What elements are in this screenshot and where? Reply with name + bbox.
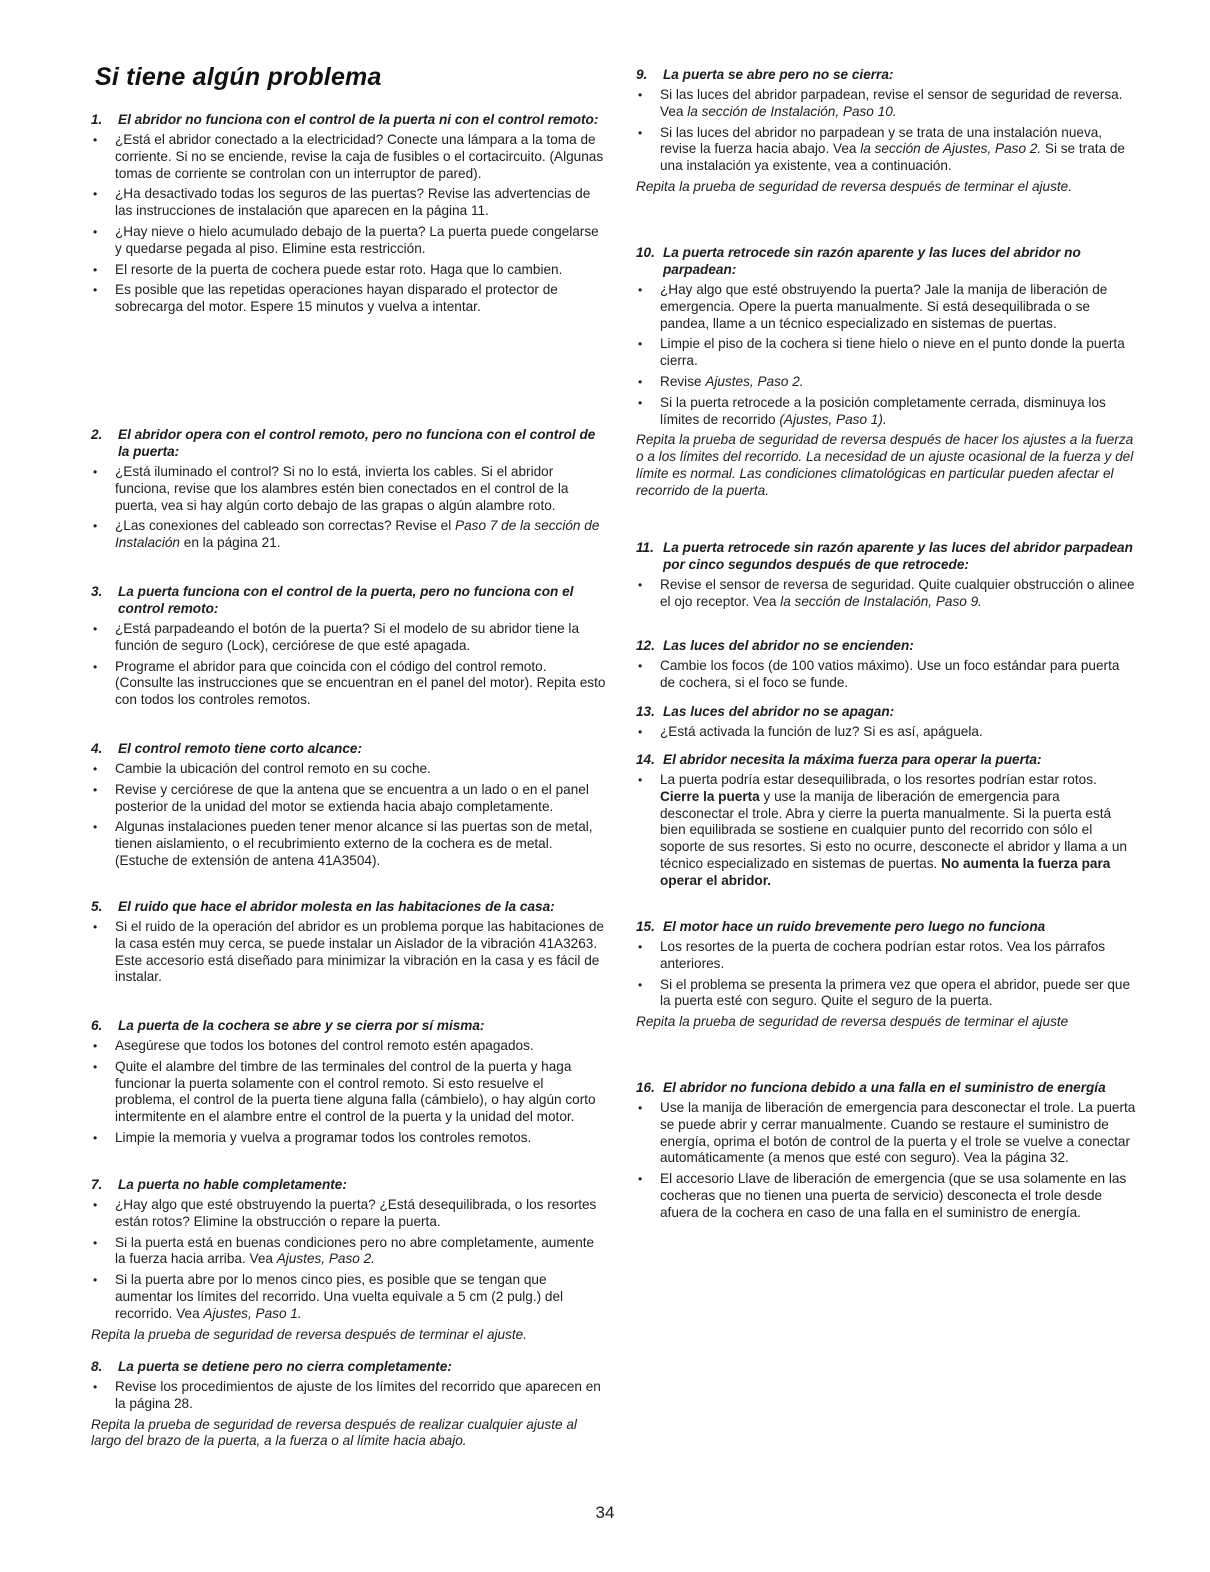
section-heading: 7. La puerta no hable completamente: [91,1177,347,1192]
list-item: • ¿Está iluminado el control? Si no lo está, invierta los cables. Si el abridor funciona, revise que los alambres estén bien conectados en el control de la puerta, vea si hay algún corto debajo de las grapas o algún alambre roto. [91,464,606,514]
section-14 [636,751,1136,894]
section-heading: 5. El ruido que hace el abridor molesta en las habitaciones de la casa: [91,899,555,914]
section-heading: 12. Las luces del abridor no se encienden: [636,638,914,653]
list-item: • ¿Hay algo que esté obstruyendo la puerta? Jale la manija de liberación de emergencia. Opere la puerta manualmente. Si está desequilibrada o se pandea, llame a un técnico especializado en sistemas de puertas. [636,282,1136,332]
note: Repita la prueba de seguridad de reversa después de hacer los ajustes a la fuerza o a los límites del recorrido. La necesidad de un ajuste ocasional de la fuerza y del límite es normal. Las condiciones climatológicas en particular pueden afectar el recorrido de la puerta. [636,432,1134,498]
list-item: • El resorte de la puerta de cochera puede estar roto. Haga que lo cambien. [91,262,606,279]
list-item: • Limpie el piso de la cochera si tiene hielo o nieve en el punto donde la puerta cierra. [636,336,1136,370]
list-item: • Es posible que las repetidas operaciones hayan disparado el protector de sobrecarga del motor. Espere 15 minutos y vuelva a intentar. [91,282,606,316]
list-item: • ¿Está activada la función de luz? Si es así, apáguela. [636,724,1136,741]
list-item: • Asegúrese que todos los botones del control remoto estén apagados. [91,1038,606,1055]
list-item: • Si la puerta retrocede a la posición completamente cerrada, disminuya los límites de recorrido (Ajustes, Paso 1). [636,395,1136,429]
section-7 [91,1176,606,1349]
list-item: • Si el problema se presenta la primera vez que opera el abridor, puede ser que la puerta esté con seguro. Quite el seguro de la puerta. [636,977,1136,1011]
note: Repita la prueba de seguridad de reversa después de terminar el ajuste. [91,1326,528,1342]
list-item: • Revise los procedimientos de ajuste de los límites del recorrido que aparecen en la página 28. [91,1379,606,1413]
list-item: • ¿Ha desactivado todas los seguros de las puertas? Revise las advertencias de las instrucciones de instalación que aparecen en la página 11. [91,186,606,220]
section-9 [636,66,1136,202]
section-1 [91,111,606,320]
list-item: • ¿Las conexiones del cableado son correctas? Revise el Paso 7 de la sección de Instalación en la página 21. [91,518,606,552]
list-item: • El accesorio Llave de liberación de emergencia (que se usa solamente en las cocheras que no tienen una puerta de servicio) desconecta el trole desde afuera de la cochera en caso de una falla en el suministro de energía. [636,1171,1136,1221]
list-item: • Si las luces del abridor parpadean, revise el sensor de seguridad de reversa. Vea la sección de Instalación, Paso 10. [636,87,1136,121]
list-item: • Revise el sensor de reversa de seguridad. Quite cualquier obstrucción o alinee el ojo receptor. Vea la sección de Instalación, Paso 9. [636,577,1136,611]
list-item: • Cambie la ubicación del control remoto en su coche. [91,761,606,778]
list-item: • ¿Está el abridor conectado a la electricidad? Conecte una lámpara a la toma de corriente. Si no se enciende, revise la caja de fusibles o el cortacircuito. (Algunas tomas de corriente se controlan con un interruptor de pared). [91,132,606,182]
list-item: • Limpie la memoria y vuelva a programar todos los controles remotos. [91,1130,606,1147]
list-item: • Revise y cerciórese de que la antena que se encuentra a un lado o en el panel posterior de la unidad del motor se extienda hacia abajo completamente. [91,782,606,816]
list-item: • ¿Está parpadeando el botón de la puerta? Si el modelo de su abridor tiene la función de seguro (Lock), cerciórese de que esté apagada. [91,621,606,655]
section-4 [91,740,606,874]
note: Repita la prueba de seguridad de reversa después de terminar el ajuste. [636,178,1073,194]
list-item: • ¿Hay nieve o hielo acumulado debajo de la puerta? La puerta puede congelarse y quedarse pegada al piso. Elimine esta restricción. [91,224,606,258]
section-heading: 16. El abridor no funciona debido a una falla en el suministro de energía [636,1080,1106,1095]
list-item: • Cambie los focos (de 100 vatios máximo). Use un foco estándar para puerta de cochera, si el foco se funde. [636,658,1136,692]
page-title: Si tiene algún problema [95,63,382,91]
section-heading: 10. La puerta retrocede sin razón aparente y las luces del abridor no parpadean: [636,245,1081,277]
list-item: • Algunas instalaciones pueden tener menor alcance si las puertas son de metal, tienen aislamiento, o el recubrimiento externo de la cochera es de metal. (Estuche de extensión de antena 41A3504). [91,819,606,869]
section-heading: 11. La puerta retrocede sin razón aparente y las luces del abridor parpadean por cinco segundos después de que retrocede: [636,540,1133,572]
list-item: • Si el ruido de la operación del abridor es un problema porque las habitaciones de la casa estén muy cerca, se puede instalar un Aislador de la vibración 41A3263. Este accesorio está diseñado para minimizar la vibración en la casa y es fácil de instalar. [91,919,606,986]
list-item: • Quite el alambre del timbre de las terminales del control de la puerta y haga funcionar la puerta solamente con el control remoto. Si esto resuelve el problema, el control de la puerta tiene alguna falla (cámbielo), o hay algún corto intermitente en el alambre entre el control de la puerta y la unidad del motor. [91,1059,606,1126]
section-heading: 1. El abridor no funciona con el control de la puerta ni con el control remoto: [91,112,599,127]
section-2 [91,426,606,556]
section-16 [636,1079,1136,1226]
section-6 [91,1017,606,1151]
section-11 [636,539,1136,615]
note: Repita la prueba de seguridad de reversa después de realizar cualquier ajuste al largo del brazo de la puerta, a la fuerza o al límite hacia abajo. [91,1416,577,1449]
list-item: • Use la manija de liberación de emergencia para desconectar el trole. La puerta se puede abrir y cerrar manualmente. Cuando se restaure el suministro de energía, oprima el botón de control de la puerta y el trole se vuelve a conectar automáticamente (a menos que esté con seguro). Vea la página 32. [636,1100,1136,1167]
section-heading: 9. La puerta se abre pero no se cierra: [636,67,894,82]
list-item: • Programe el abridor para que coincida con el código del control remoto. (Consulte las instrucciones que se encuentran en el panel del motor). Repita esto con todos los controles remotos. [91,659,606,709]
section-heading: 13. Las luces del abridor no se apagan: [636,704,895,719]
section-heading: 8. La puerta se detiene pero no cierra completamente: [91,1359,452,1374]
section-13 [636,703,1136,745]
section-8 [91,1358,606,1456]
section-12 [636,637,1136,696]
section-3 [91,583,606,713]
section-15 [636,918,1136,1037]
section-heading: 2. El abridor opera con el control remoto, pero no funciona con el control de la puerta: [91,427,596,459]
section-heading: 15. El motor hace un ruido brevemente pero luego no funciona [636,919,1046,934]
section-heading: 6. La puerta de la cochera se abre y se cierra por sí misma: [91,1018,485,1033]
section-heading: 3. La puerta funciona con el control de la puerta, pero no funciona con el control remoto: [91,584,574,616]
section-5 [91,898,606,990]
list-item: • Si la puerta está en buenas condiciones pero no abre completamente, aumente la fuerza hacia arriba. Vea Ajustes, Paso 2. [91,1235,606,1269]
list-item: • Si las luces del abridor no parpadean y se trata de una instalación nueva, revise la fuerza hacia abajo. Vea la sección de Ajustes, Paso 2. Si se trata de una instalación ya existente, vea a continuación. [636,125,1136,175]
note: Repita la prueba de seguridad de reversa después de terminar el ajuste [636,1014,1069,1030]
section-heading: 4. El control remoto tiene corto alcance: [91,741,362,756]
list-item: • ¿Hay algo que esté obstruyendo la puerta? ¿Está desequilibrada, o los resortes están rotos? Elimine la obstrucción o repare la puerta. [91,1197,606,1231]
list-item: • Si la puerta abre por lo menos cinco pies, es posible que se tengan que aumentar los límites del recorrido. Una vuelta equivale a 5 cm (2 pulg.) del recorrido. Vea Ajustes, Paso 1. [91,1272,606,1322]
page-number: 34 [595,1503,615,1522]
list-item: • Los resortes de la puerta de cochera podrían estar rotos. Vea los párrafos anteriores. [636,939,1136,973]
list-item: • La puerta podría estar desequilibrada, o los resortes podrían estar rotos. Cierre la puerta y use la manija de liberación de emergencia para desconectar el trole. Abra y cierre la puerta manualmente. Si la puerta está bien equilibrada se sostiene en cualquier punto del recorrido con sólo el soporte de sus resortes. Si esto no ocurre, desconecte el abridor y llama a un técnico especializado en sistemas de puertas. No aumenta la fuerza para operar el abridor. [636,772,1136,890]
section-10 [636,244,1136,506]
list-item: • Revise Ajustes, Paso 2. [636,374,1136,391]
section-heading: 14. El abridor necesita la máxima fuerza para operar la puerta: [636,752,1042,767]
